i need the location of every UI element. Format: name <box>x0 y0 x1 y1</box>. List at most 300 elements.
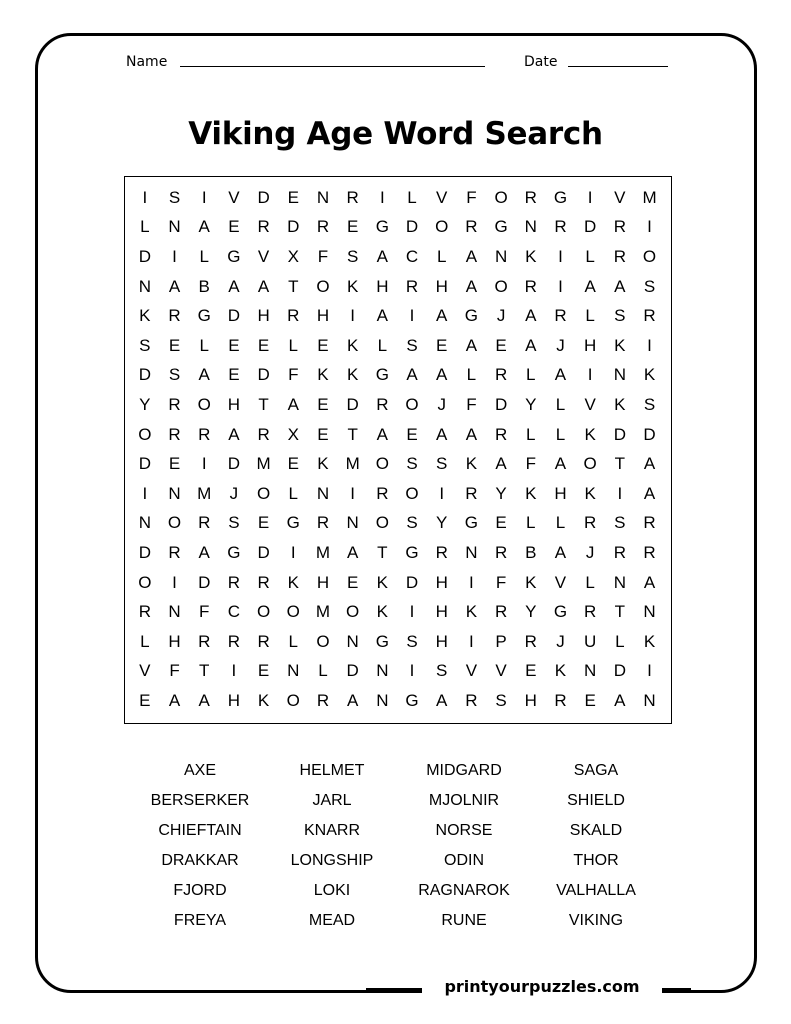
grid-cell: D <box>257 542 270 562</box>
grid-cell: A <box>436 424 448 444</box>
grid-cell: V <box>614 187 626 207</box>
word-list-item: ODIN <box>444 852 484 869</box>
word-list-item: BERSERKER <box>150 792 250 809</box>
grid-cell: R <box>346 187 359 207</box>
grid-cell: R <box>465 483 478 503</box>
grid-cell: L <box>555 394 566 414</box>
grid-cell: H <box>435 276 448 296</box>
grid-cell: R <box>198 424 211 444</box>
letter-grid <box>130 183 666 723</box>
grid-cell: A <box>554 454 567 474</box>
grid-cell: N <box>316 187 330 207</box>
grid-cell: R <box>643 542 656 562</box>
grid-cell: R <box>524 276 537 296</box>
grid-cell: O <box>197 394 211 414</box>
grid-cell: A <box>228 276 240 296</box>
grid-cell: R <box>494 424 508 444</box>
grid-cell: D <box>198 572 211 592</box>
grid-cell: I <box>350 483 356 503</box>
grid-cell: N <box>168 217 181 237</box>
grid-cell: M <box>256 454 271 474</box>
grid-cell: G <box>227 542 241 562</box>
grid-cell: K <box>614 335 626 355</box>
grid-cell: N <box>168 602 181 622</box>
grid-cell: D <box>138 365 151 385</box>
grid-cell: A <box>525 306 537 326</box>
grid-cell: R <box>227 572 241 592</box>
grid-cell: I <box>290 542 296 562</box>
grid-cell: M <box>345 454 360 474</box>
grid-cell: A <box>465 424 478 444</box>
grid-cell: H <box>257 306 270 326</box>
grid-cell: A <box>525 335 537 355</box>
grid-cell: I <box>587 187 593 207</box>
grid-cell: N <box>613 572 626 592</box>
grid-cell: R <box>643 513 656 533</box>
grid-cell: N <box>138 513 151 533</box>
grid-cell: E <box>257 335 270 355</box>
grid-cell: I <box>379 187 385 207</box>
grid-cell: V <box>495 661 507 681</box>
grid-cell: G <box>227 246 241 266</box>
grid-cell: N <box>346 513 359 533</box>
grid-cell: L <box>526 513 536 533</box>
grid-cell: O <box>642 246 657 266</box>
grid-cell: G <box>494 217 508 237</box>
grid-cell: L <box>407 187 417 207</box>
grid-cell: A <box>168 276 181 296</box>
grid-cell: I <box>201 454 207 474</box>
grid-cell: R <box>584 602 597 622</box>
grid-cell: D <box>346 394 359 414</box>
grid-cell: E <box>317 424 329 444</box>
grid-cell: A <box>495 454 507 474</box>
grid-cell: D <box>643 424 656 444</box>
word-list-item: VALHALLA <box>556 882 636 899</box>
grid-cell: G <box>286 513 300 533</box>
grid-cell: M <box>642 187 657 207</box>
grid-cell: R <box>643 306 656 326</box>
grid-cell: A <box>465 335 478 355</box>
grid-cell: S <box>406 454 418 474</box>
date-line <box>568 66 668 67</box>
grid-cell: I <box>142 187 148 207</box>
grid-cell: D <box>257 187 270 207</box>
grid-cell: A <box>346 690 359 710</box>
grid-cell: S <box>139 335 151 355</box>
grid-cell: A <box>643 483 656 503</box>
grid-cell: Y <box>525 602 537 622</box>
grid-cell: R <box>405 276 419 296</box>
grid-cell: T <box>614 602 626 622</box>
grid-cell: A <box>228 424 240 444</box>
grid-cell: N <box>138 276 151 296</box>
grid-cell: L <box>140 217 150 237</box>
footer-line-left <box>366 988 428 991</box>
grid-cell: N <box>643 602 656 622</box>
grid-cell: I <box>231 661 237 681</box>
grid-cell: D <box>138 454 151 474</box>
grid-cell: A <box>554 365 567 385</box>
grid-cell: L <box>140 631 150 651</box>
grid-cell: O <box>286 690 300 710</box>
grid-cell: L <box>288 335 299 355</box>
grid-cell: A <box>198 217 210 237</box>
grid-cell: A <box>614 276 626 296</box>
grid-cell: E <box>168 335 181 355</box>
grid-cell: H <box>227 690 241 710</box>
grid-cell: K <box>376 572 389 592</box>
grid-cell: R <box>524 631 537 651</box>
grid-cell: E <box>228 365 240 385</box>
grid-cell: N <box>643 690 656 710</box>
grid-cell: A <box>376 246 389 266</box>
grid-cell: V <box>436 187 448 207</box>
grid-cell: R <box>316 690 330 710</box>
grid-cell: K <box>643 365 656 385</box>
grid-cell: L <box>585 246 595 266</box>
grid-cell: Y <box>139 394 151 414</box>
grid-cell: O <box>256 602 271 622</box>
grid-cell: T <box>199 661 210 681</box>
word-list-item: SKALD <box>569 822 623 839</box>
grid-cell: A <box>465 276 478 296</box>
grid-cell: K <box>287 572 299 592</box>
grid-cell: H <box>316 306 330 326</box>
grid-cell: K <box>614 394 626 414</box>
grid-cell: I <box>350 306 356 326</box>
grid-cell: A <box>198 542 210 562</box>
grid-cell: O <box>138 572 152 592</box>
word-list-item: VIKING <box>568 912 624 929</box>
grid-cell: H <box>435 602 448 622</box>
grid-cell: O <box>494 276 508 296</box>
grid-cell: R <box>168 306 181 326</box>
grid-cell: I <box>647 661 652 681</box>
puzzle-title: Viking Age Word Search <box>188 116 603 152</box>
grid-cell: I <box>201 187 207 207</box>
word-list-item: RAGNAROK <box>418 882 510 899</box>
grid-cell: A <box>257 276 270 296</box>
grid-cell: R <box>198 513 211 533</box>
grid-cell: L <box>466 365 477 385</box>
grid-cell: R <box>257 572 270 592</box>
grid-cell: M <box>197 483 212 503</box>
grid-cell: D <box>287 217 300 237</box>
grid-cell: A <box>198 690 210 710</box>
word-list-item: JARL <box>312 792 352 809</box>
grid-cell: T <box>288 276 299 296</box>
grid-cell: R <box>465 217 478 237</box>
word-list-item: MEAD <box>308 912 356 929</box>
grid-cell: L <box>436 246 447 266</box>
grid-cell: K <box>317 365 329 385</box>
grid-cell: D <box>405 217 419 237</box>
grid-cell: K <box>465 454 478 474</box>
grid-cell: H <box>227 394 241 414</box>
grid-cell: A <box>614 690 626 710</box>
grid-cell: S <box>643 394 656 414</box>
grid-cell: K <box>346 276 359 296</box>
grid-cell: R <box>584 513 597 533</box>
grid-cell: H <box>435 631 448 651</box>
word-list-item: LOKI <box>313 882 351 899</box>
grid-cell: N <box>346 631 359 651</box>
grid-cell: A <box>643 572 656 592</box>
grid-cell: E <box>257 513 270 533</box>
word-list-item: FJORD <box>173 882 227 899</box>
grid-cell: F <box>466 394 477 414</box>
grid-cell: D <box>613 424 626 444</box>
grid-cell: N <box>376 661 389 681</box>
grid-cell: R <box>316 217 330 237</box>
grid-cell: J <box>556 335 565 355</box>
grid-cell: D <box>584 217 597 237</box>
grid-cell: L <box>377 335 388 355</box>
grid-cell: I <box>409 602 415 622</box>
grid-cell: E <box>139 690 151 710</box>
grid-cell: K <box>257 690 270 710</box>
grid-cell: A <box>584 276 596 296</box>
grid-cell: I <box>469 572 474 592</box>
grid-cell: L <box>199 335 209 355</box>
grid-cell: O <box>316 631 330 651</box>
grid-cell: F <box>317 246 329 266</box>
grid-cell: A <box>376 424 389 444</box>
grid-cell: E <box>228 335 240 355</box>
grid-cell: S <box>495 690 507 710</box>
grid-cell: N <box>613 365 626 385</box>
grid-cell: D <box>346 661 359 681</box>
grid-cell: E <box>436 335 448 355</box>
grid-cell: R <box>168 424 181 444</box>
grid-cell: M <box>315 542 331 562</box>
grid-cell: R <box>198 631 211 651</box>
grid-cell: D <box>227 454 241 474</box>
grid-cell: O <box>375 454 389 474</box>
word-list-item: SHIELD <box>567 792 625 809</box>
grid-cell: H <box>554 483 567 503</box>
grid-cell: G <box>553 602 568 622</box>
grid-cell: R <box>613 542 626 562</box>
grid-cell: E <box>317 335 329 355</box>
grid-cell: R <box>554 217 567 237</box>
grid-cell: N <box>376 690 389 710</box>
grid-cell: H <box>524 690 537 710</box>
grid-cell: R <box>257 217 270 237</box>
grid-cell: H <box>168 631 181 651</box>
grid-cell: S <box>228 513 240 533</box>
word-list-item: AXE <box>183 762 216 779</box>
grid-cell: V <box>139 661 151 681</box>
grid-cell: I <box>172 246 177 266</box>
grid-cell: I <box>647 217 652 237</box>
grid-cell: B <box>198 276 210 296</box>
grid-cell: M <box>315 602 331 622</box>
grid-cell: C <box>405 246 419 266</box>
grid-cell: R <box>613 217 626 237</box>
word-list-item: SAGA <box>573 762 619 779</box>
grid-cell: Y <box>525 394 537 414</box>
grid-cell: X <box>287 424 299 444</box>
grid-cell: I <box>142 483 148 503</box>
grid-cell: G <box>405 542 419 562</box>
grid-cell: F <box>169 661 180 681</box>
grid-cell: D <box>613 661 626 681</box>
grid-cell: R <box>494 602 508 622</box>
grid-cell: T <box>258 394 269 414</box>
grid-cell: R <box>465 690 478 710</box>
grid-cell: K <box>584 483 596 503</box>
grid-cell: S <box>406 335 418 355</box>
grid-cell: V <box>465 661 478 681</box>
grid-cell: K <box>584 424 596 444</box>
grid-cell: S <box>436 661 448 681</box>
grid-cell: L <box>585 306 595 326</box>
grid-cell: D <box>138 246 151 266</box>
grid-cell: R <box>138 602 151 622</box>
grid-cell: O <box>494 187 508 207</box>
grid-cell: O <box>286 602 300 622</box>
grid-cell: L <box>615 631 625 651</box>
grid-cell: R <box>376 483 389 503</box>
grid-cell: E <box>287 187 299 207</box>
grid-cell: L <box>199 246 209 266</box>
grid-cell: I <box>558 276 563 296</box>
grid-cell: T <box>377 542 388 562</box>
grid-cell: A <box>436 690 448 710</box>
grid-cell: K <box>525 572 537 592</box>
grid-cell: A <box>287 394 299 414</box>
grid-cell: S <box>168 187 181 207</box>
grid-cell: I <box>409 661 415 681</box>
grid-cell: A <box>436 365 448 385</box>
grid-cell: Y <box>495 483 507 503</box>
grid-cell: B <box>525 542 537 562</box>
grid-cell: V <box>228 187 240 207</box>
grid-cell: G <box>197 306 211 326</box>
grid-cell: I <box>558 246 563 266</box>
grid-cell: A <box>554 542 567 562</box>
grid-cell: R <box>227 631 241 651</box>
grid-cell: E <box>168 454 181 474</box>
grid-cell: K <box>317 454 329 474</box>
grid-cell: E <box>525 661 537 681</box>
grid-cell: N <box>316 483 330 503</box>
word-list-item: HELMET <box>299 762 365 779</box>
grid-cell: L <box>318 661 328 681</box>
grid-cell: R <box>554 690 567 710</box>
word-list <box>134 756 662 936</box>
grid-cell: R <box>168 542 181 562</box>
grid-cell: N <box>524 217 537 237</box>
grid-cell: K <box>139 306 151 326</box>
grid-cell: L <box>555 513 566 533</box>
grid-cell: V <box>257 246 270 266</box>
grid-cell: G <box>375 365 389 385</box>
grid-cell: G <box>375 217 389 237</box>
grid-cell: O <box>138 424 152 444</box>
grid-cell: E <box>495 513 507 533</box>
grid-cell: E <box>495 335 507 355</box>
grid-cell: D <box>494 394 508 414</box>
grid-cell: L <box>288 483 299 503</box>
grid-cell: S <box>614 513 626 533</box>
grid-cell: R <box>494 542 508 562</box>
grid-cell: R <box>257 424 270 444</box>
grid-cell: O <box>583 454 597 474</box>
grid-cell: O <box>316 276 330 296</box>
grid-cell: E <box>346 217 359 237</box>
grid-cell: R <box>316 513 330 533</box>
grid-cell: K <box>643 631 656 651</box>
grid-cell: A <box>406 365 418 385</box>
grid-cell: T <box>614 454 626 474</box>
word-list-item: FREYA <box>173 912 227 929</box>
grid-cell: O <box>167 513 182 533</box>
grid-cell: G <box>553 187 568 207</box>
grid-cell: I <box>439 483 445 503</box>
name-label: Name <box>126 54 168 70</box>
grid-cell: O <box>405 483 419 503</box>
grid-cell: N <box>584 661 597 681</box>
word-list-item: LONGSHIP <box>290 852 374 869</box>
grid-cell: P <box>495 631 507 651</box>
grid-cell: L <box>526 365 536 385</box>
grid-cell: A <box>376 306 389 326</box>
grid-cell: S <box>614 306 626 326</box>
grid-cell: J <box>556 631 565 651</box>
word-list-item: THOR <box>573 852 619 869</box>
grid-cell: A <box>436 306 448 326</box>
grid-cell: E <box>346 572 359 592</box>
grid-cell: U <box>584 631 597 651</box>
grid-cell: R <box>376 394 389 414</box>
grid-cell: S <box>406 513 418 533</box>
grid-cell: G <box>405 690 419 710</box>
grid-cell: J <box>229 483 239 503</box>
grid-cell: H <box>584 335 597 355</box>
grid-cell: H <box>376 276 389 296</box>
grid-cell: J <box>437 394 446 414</box>
grid-cell: V <box>584 394 596 414</box>
grid-cell: I <box>469 631 474 651</box>
word-list-item: MJOLNIR <box>428 792 500 809</box>
grid-cell: R <box>613 246 626 266</box>
grid-cell: A <box>643 454 656 474</box>
grid-cell: N <box>465 542 478 562</box>
grid-cell: R <box>287 306 300 326</box>
grid-cell: L <box>288 631 299 651</box>
grid-cell: A <box>168 690 181 710</box>
grid-cell: K <box>525 483 537 503</box>
grid-cell: R <box>524 187 537 207</box>
grid-cell: L <box>585 572 595 592</box>
grid-cell: C <box>227 602 241 622</box>
grid-cell: O <box>256 483 271 503</box>
grid-cell: S <box>436 454 448 474</box>
grid-cell: S <box>643 276 656 296</box>
grid-cell: I <box>587 365 593 385</box>
grid-cell: E <box>584 690 596 710</box>
footer-site: printyourpuzzles.com <box>422 974 662 1000</box>
grid-cell: R <box>257 631 270 651</box>
grid-cell: I <box>647 335 652 355</box>
grid-cell: N <box>168 483 181 503</box>
grid-cell: D <box>257 365 270 385</box>
grid-cell: F <box>525 454 536 474</box>
grid-cell: K <box>554 661 567 681</box>
